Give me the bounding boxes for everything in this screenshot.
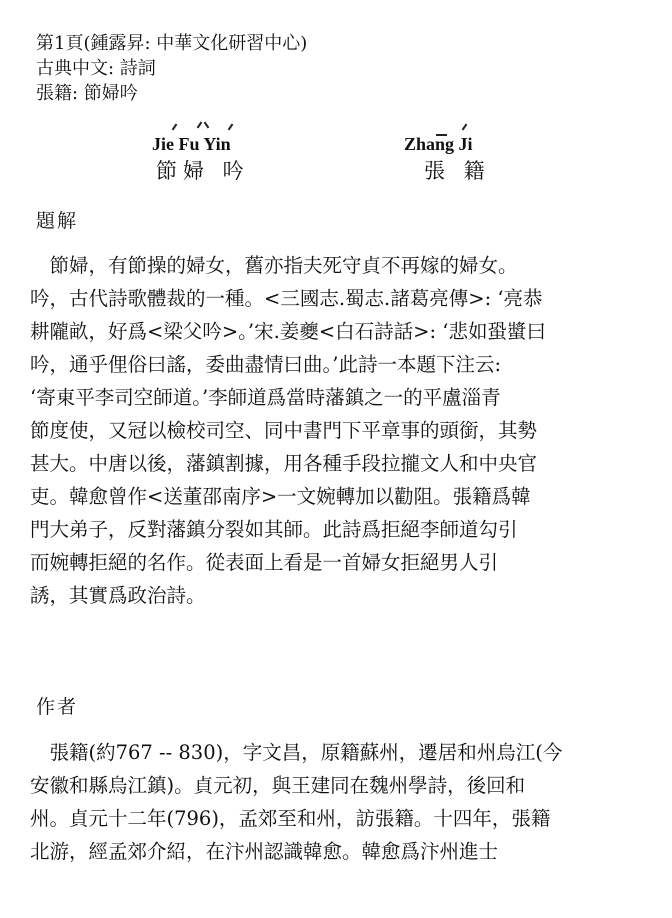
- text-line: 安徽和縣烏江鎮)。貞元初，與王建同在魏州學詩，後回和: [30, 774, 526, 797]
- tone-mark: [462, 124, 468, 131]
- text-line: 吏。韓愈曾作<送董邵南序>一文婉轉加以勸阻。張籍爲韓: [30, 485, 531, 508]
- text-line: ‘寄東平李司空師道。’李師道爲當時藩鎮之一的平盧淄青: [30, 386, 501, 409]
- text-line: 吟，通乎俚俗曰謠，委曲盡情曰曲。’此詩一本題下注云:: [30, 353, 502, 376]
- page-header-category: 古典中文: 詩詞: [36, 58, 156, 79]
- author-name-pinyin: Zhang Ji: [404, 134, 473, 154]
- tone-mark: [228, 124, 234, 131]
- poem-title-pinyin: Jie Fu Yin: [152, 134, 231, 154]
- text-line: 吟，古代詩歌體裁的一種。<三國志.蜀志.諸葛亮傳>: ‘亮恭: [30, 287, 543, 310]
- text-line: 耕隴畝，好爲<梁父吟>。’宋.姜夔<白石詩話>: ‘悲如蛩螿曰: [30, 320, 546, 343]
- text-line: 北游，經孟郊介紹，在汴州認識韓愈。韓愈爲汴州進士: [30, 840, 499, 863]
- explanation-heading: 題解: [36, 210, 79, 232]
- text-line: 節婦，有節操的婦女，舊亦指夫死守貞不再嫁的婦女。: [30, 254, 518, 277]
- page-header-title: 張籍: 節婦吟: [36, 83, 138, 104]
- tone-mark: [197, 122, 203, 129]
- text-line: 而婉轉拒絕的名作。從表面上看是一首婦女拒絕男人引: [30, 551, 499, 574]
- text-line: 州。貞元十二年(796)，孟郊至和州，訪張籍。十四年，張籍: [30, 807, 551, 830]
- page-header-source: 第1頁(鍾露昇: 中華文化研習中心): [36, 33, 308, 54]
- tone-mark: [204, 122, 210, 129]
- text-line: 誘，其實爲政治詩。: [30, 584, 206, 607]
- text-line: 張籍(約767 -- 830)，字文昌，原籍蘇州，遷居和州烏江(今: [30, 741, 563, 764]
- text-line: 甚大。中唐以後，藩鎮割據，用各種手段拉攏文人和中央官: [30, 452, 538, 475]
- tone-mark: [172, 124, 178, 131]
- poem-title-hanzi: 節婦 吟: [156, 159, 250, 183]
- explanation-paragraph: [30, 249, 650, 612]
- text-line: 門大弟子，反對藩鎮分裂如其師。此詩爲拒絕李師道勾引: [30, 518, 518, 541]
- author-paragraph: [30, 736, 650, 868]
- author-heading: 作者: [36, 696, 79, 718]
- text-line: 節度使，又冠以檢校司空、同中書門下平章事的頭銜，其勢: [30, 419, 538, 442]
- author-name-hanzi: 張 籍: [424, 159, 491, 183]
